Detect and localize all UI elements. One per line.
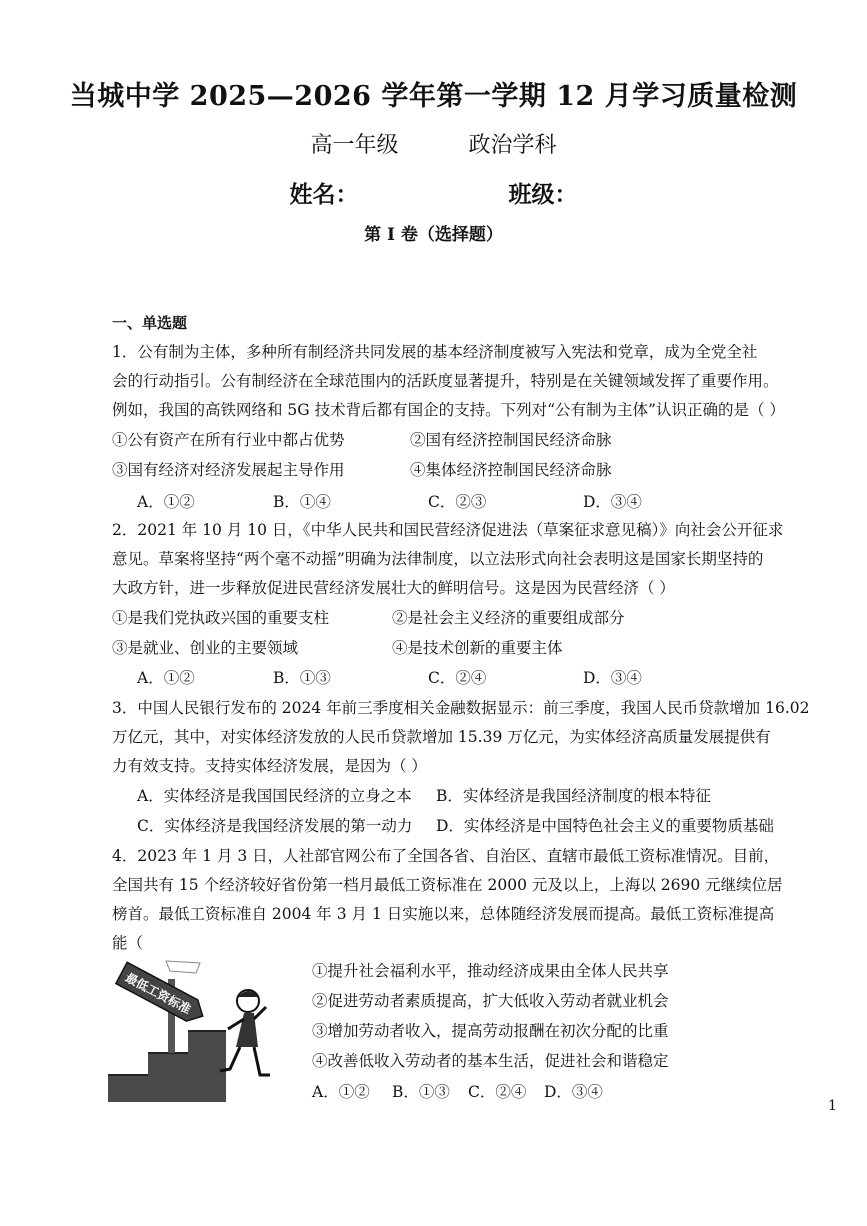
q4-choice-c[interactable]: C．②④ bbox=[468, 1083, 527, 1101]
q2-choice-c[interactable]: C．②④ bbox=[428, 669, 487, 687]
name-label: 姓名： bbox=[289, 181, 359, 208]
grade-subject-line bbox=[0, 128, 867, 159]
q1-statement-1: ①公有资产在所有行业中都占优势 bbox=[112, 431, 345, 449]
q4-choice-d[interactable]: D．③④ bbox=[544, 1083, 603, 1101]
q2-statement-3: ③是就业、创业的主要领域 bbox=[112, 639, 299, 657]
section-heading: 一、单选题 bbox=[112, 314, 188, 332]
q2-statement-4: ④是技术创新的重要主体 bbox=[392, 639, 563, 657]
q2-stem-line: 意见。草案将坚持“两个毫不动摇”明确为法律制度，以立法形式向社会表明这是国家长期坚持的 bbox=[112, 550, 764, 568]
q1-choice-b[interactable]: B．①④ bbox=[273, 493, 331, 511]
q3-stem-line: 力有效支持。支持实体经济发展，是因为（ ） bbox=[112, 757, 427, 775]
q4-statement-3: ③增加劳动者收入，提高劳动报酬在初次分配的比重 bbox=[312, 1022, 669, 1040]
q2-choice-d[interactable]: D．③④ bbox=[583, 669, 642, 687]
q4-choice-b[interactable]: B．①③ bbox=[392, 1083, 450, 1101]
q1-choice-c[interactable]: C．②③ bbox=[428, 493, 487, 511]
q3-stem-line: 3．中国人民银行发布的 2024 年前三季度相关金融数据显示：前三季度，我国人民币贷款增加 16.02 bbox=[112, 699, 810, 717]
q4-choice-a[interactable]: A．①② bbox=[312, 1083, 370, 1101]
q3-choice-d[interactable]: D．实体经济是中国特色社会主义的重要物质基础 bbox=[436, 817, 774, 835]
q3-choice-c[interactable]: C．实体经济是我国经济发展的第一动力 bbox=[137, 817, 413, 835]
q1-choice-d[interactable]: D．③④ bbox=[583, 493, 642, 511]
q3-choice-a[interactable]: A．实体经济是我国国民经济的立身之本 bbox=[137, 787, 412, 805]
q3-choice-b[interactable]: B．实体经济是我国经济制度的根本特征 bbox=[436, 787, 711, 805]
q4-stem-line: 全国共有 15 个经济较好省份第一档月最低工资标准在 2000 元及以上，上海以 2690 元继续位居 bbox=[112, 876, 783, 894]
q4-statement-1: ①提升社会福利水平，推动经济成果由全体人民共享 bbox=[312, 962, 669, 980]
name-class-line bbox=[0, 176, 867, 209]
q1-choice-a[interactable]: A．①② bbox=[137, 493, 195, 511]
q4-statement-2: ②促进劳动者素质提高，扩大低收入劳动者就业机会 bbox=[312, 992, 669, 1010]
q2-statement-2: ②是社会主义经济的重要组成部分 bbox=[392, 609, 625, 627]
subject-label: 政治学科 bbox=[468, 133, 557, 158]
q1-statement-4: ④集体经济控制国民经济命脉 bbox=[410, 461, 612, 479]
q1-stem-line: 会的行动指引。公有制经济在全球范围内的活跃度显著提升，特别是在关键领域发挥了重要作用。 bbox=[112, 372, 779, 390]
q1-stem-line: 例如，我国的高铁网络和 5G 技术背后都有国企的支持。下列对“公有制为主体”认识正确的是（ ） bbox=[112, 401, 785, 419]
cartoon-sign-text: 最低工资标准 bbox=[123, 970, 194, 1017]
q3-stem-line: 万亿元，其中，对实体经济发放的人民币贷款增加 15.39 万亿元，为实体经济高质量发展提供有 bbox=[112, 728, 771, 746]
exam-title: 当城中学 2025—2026 学年第一学期 12 月学习质量检测 bbox=[69, 81, 798, 112]
volume-heading: 第 I 卷（选择题） bbox=[364, 225, 503, 245]
q4-stem-line: 4．2023 年 1 月 3 日，人社部官网公布了全国各省、自治区、直辖市最低工资标准情况。目前， bbox=[112, 847, 780, 865]
q2-choice-a[interactable]: A．①② bbox=[137, 669, 195, 687]
q2-choice-b[interactable]: B．①③ bbox=[273, 669, 331, 687]
minimum-wage-cartoon bbox=[108, 957, 298, 1102]
q2-statement-1: ①是我们党执政兴国的重要支柱 bbox=[112, 609, 330, 627]
q2-stem-line: 2．2021 年 10 月 10 日，《中华人民共和国民营经济促进法（草案征求意见稿）》向社会公开征求 bbox=[112, 521, 784, 539]
q1-stem-line: 1．公有制为主体，多种所有制经济共同发展的基本经济制度被写入宪法和党章，成为全党全社 bbox=[112, 343, 758, 361]
q4-stem-line: 榜首。最低工资标准自 2004 年 3 月 1 日实施以来，总体随经济发展而提高。最低工资标准提高 bbox=[112, 905, 775, 923]
q1-statement-2: ②国有经济控制国民经济命脉 bbox=[410, 431, 612, 449]
q1-statement-3: ③国有经济对经济发展起主导作用 bbox=[112, 461, 345, 479]
q4-statement-4: ④改善低收入劳动者的基本生活，促进社会和谐稳定 bbox=[312, 1052, 669, 1070]
q4-stem-line: 能（ bbox=[112, 934, 144, 952]
q2-stem-line: 大政方针，进一步释放促进民营经济发展壮大的鲜明信号。这是因为民营经济（ ） bbox=[112, 579, 675, 597]
class-label: 班级： bbox=[508, 181, 578, 208]
grade-label: 高一年级 bbox=[310, 133, 399, 158]
page-number: 1 bbox=[828, 1098, 837, 1114]
